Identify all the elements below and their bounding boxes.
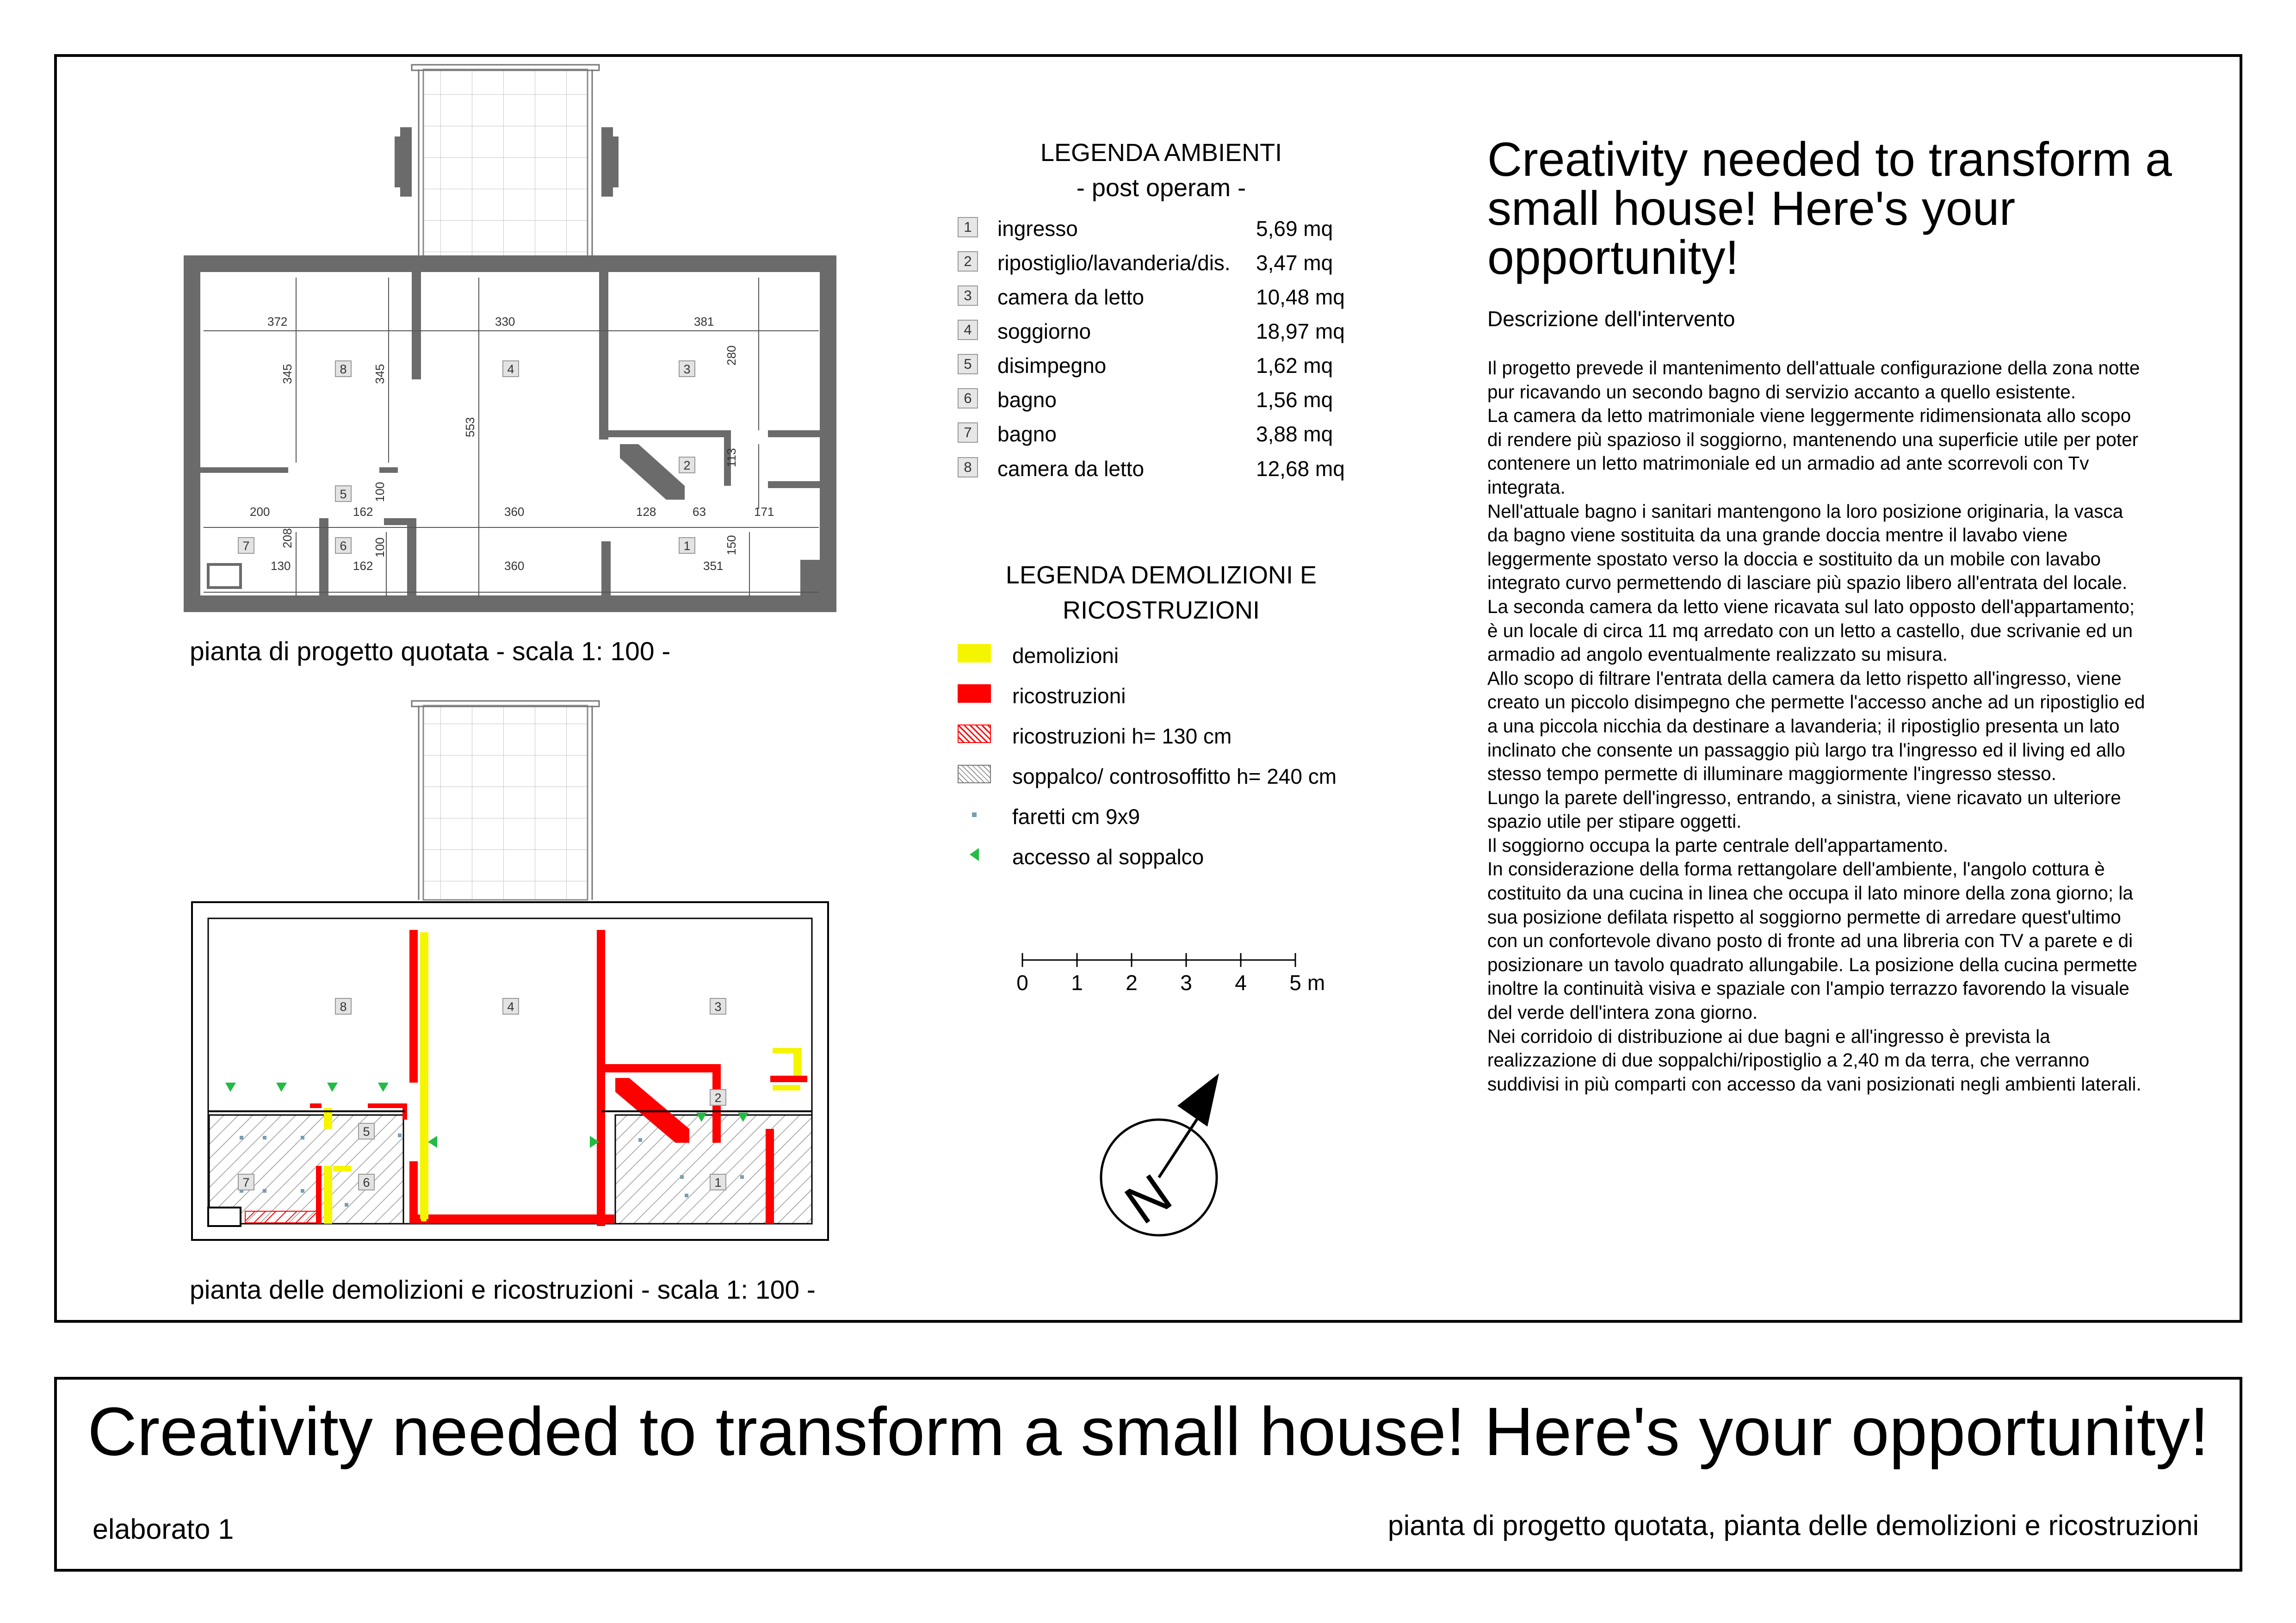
legend-ambienti-title	[972, 135, 1351, 205]
yellow-swatch-icon	[958, 644, 991, 663]
dim-171: 171	[754, 505, 774, 519]
plan2-terrace	[412, 701, 599, 900]
dim-208: 208	[280, 528, 294, 548]
dim-150: 150	[724, 535, 738, 555]
legend-demolizioni-heading-1: LEGENDA DEMOLIZIONI E	[1005, 561, 1317, 589]
legend-demolizioni-heading-2: RICOSTRUZIONI	[1063, 596, 1260, 624]
plan2-tag-3: 3	[714, 1000, 722, 1014]
description-subtitle: Descrizione dell'intervento	[1487, 307, 1735, 331]
north-arrow-icon	[1101, 1073, 1219, 1236]
room-name: bagno	[997, 422, 1057, 446]
scale-tick-4: 4	[1235, 971, 1247, 995]
dim-345a: 345	[280, 364, 294, 384]
room-num: 1	[958, 217, 978, 237]
room-area: 3,47 mq	[1256, 251, 1333, 275]
dot-icon	[972, 812, 977, 817]
room-name: ripostiglio/lavanderia/dis.	[997, 251, 1231, 275]
room-area: 1,56 mq	[1256, 388, 1333, 412]
plan1-terrace	[395, 65, 619, 264]
room-num: 4	[958, 320, 978, 340]
legend-item-label: soppalco/ controsoffitto h= 240 cm	[1012, 764, 1337, 788]
legend-ambienti-subtitle: - post operam -	[1076, 174, 1246, 202]
plan1-tag-1: 1	[683, 539, 691, 553]
plan2-tag-8: 8	[340, 1000, 347, 1014]
dim-360a: 360	[504, 505, 525, 519]
red-hatch-swatch-icon	[958, 725, 991, 743]
scale-bar	[1022, 953, 1295, 967]
room-num: 8	[958, 457, 978, 477]
plan2-caption: pianta delle demolizioni e ricostruzioni - scala 1: 100 -	[190, 1275, 816, 1305]
scale-unit: m	[1307, 971, 1325, 995]
dim-128: 128	[636, 505, 656, 519]
room-area: 3,88 mq	[1256, 422, 1333, 446]
legend-item-label: ricostruzioni h= 130 cm	[1012, 724, 1232, 748]
green-triangle-icon	[958, 845, 991, 864]
room-area: 12,68 mq	[1256, 457, 1345, 481]
plan1-tag-5: 5	[340, 487, 347, 501]
room-area: 1,62 mq	[1256, 353, 1333, 378]
dim-280: 280	[724, 345, 738, 365]
scale-tick-5: 5	[1289, 971, 1301, 995]
legend-item-label: accesso al soppalco	[1012, 845, 1204, 869]
room-area: 10,48 mq	[1256, 285, 1345, 309]
scale-tick-1: 1	[1071, 971, 1083, 995]
dim-162b: 162	[353, 559, 373, 573]
document-subtitle: pianta di progetto quotata, pianta delle demolizioni e ricostruzioni	[1387, 1510, 2199, 1541]
plan1-tag-3: 3	[683, 362, 691, 376]
plan2-tag-2: 2	[714, 1091, 722, 1105]
dim-63: 63	[693, 505, 706, 519]
dim-130: 130	[271, 559, 291, 573]
description-body: Il progetto prevede il mantenimento dell'attuale configurazione della zona notte pur ricavando un secondo bagno di servizio accanto a quello esistente. La camera da letto matrimoniale viene leggermente ridimensionata allo scopo di rendere più spazioso il soggiorno, mantenendo una superficie utile per poter contenere un letto matrimoniale ed un armadio ad ante scorrevoli con Tv integrata. Nell'attuale bagno i sanitari mantengono la loro posizione originaria, la vasca da bagno viene sostituita da una grande doccia mentre il lavabo viene leggermente spostato verso la doccia e sostituito da un mobile con lavabo integrato curvo permettendo di lasciare più spazio libero all'entrata del locale. La seconda camera da letto viene ricavata sul lato opposto dell'appartamento; è un locale di circa 11 mq arredato con un letto a castello, due scrivanie ed un armadio ad angolo eventualmente realizzato su misura. Allo scopo di filtrare l'entrata della camera da letto rispetto all'ingresso, viene creato un piccolo disimpegno che permette l'accesso anche ad un ripostiglio ed a una piccola nicchia da destinare a lavanderia; il ripostiglio presenta un lato inclinato che consente un passaggio più largo tra l'ingresso ed il living ed allo stesso tempo permette di illuminare maggiormente l'ingresso stesso. Lungo la parete dell'ingresso, entrando, a sinistra, viene ricavato un ulteriore spazio utile per stipare oggetti. Il soggiorno occupa la parte centrale dell'appartamento. In considerazione della forma rettangolare dell'ambiente, l'angolo cottura è costituito da una cucina in linea che occupa il lato minore della zona giorno; la sua posizione defilata rispetto al soggiorno permette di arredare quest'ultimo con un confortevole divano posto di fronte ad una libreria con TV a parete e di posizionare un tavolo quadrato allungabile. La posizione della cucina permette inoltre la continuità visiva e spaziale con l'ampio terrazzo favorendo la visuale del verde dell'intera zona giorno. Nei corridoio di distribuzione ai due bagni e all'ingresso è prevista la realizzazione di due soppalchi/ripostiglio a 2,40 m da terra, che verranno suddivisi in più comparti con accesso da vani posizionati negli ambienti laterali.	[1487, 357, 2145, 1095]
plan1-caption: pianta di progetto quotata - scala 1: 100 -	[190, 637, 671, 666]
plan2-tag-6: 6	[363, 1176, 370, 1189]
legend-item-label: demolizioni	[1012, 644, 1119, 668]
plan2-tag-7: 7	[242, 1176, 250, 1189]
room-name: disimpegno	[997, 353, 1107, 378]
plan2-tag-5: 5	[363, 1125, 370, 1139]
dim-372: 372	[267, 315, 288, 328]
plan2-tag-4: 4	[507, 1000, 514, 1014]
room-name: bagno	[997, 388, 1057, 412]
plan1-tag-2: 2	[683, 458, 691, 472]
legend-item-label: ricostruzioni	[1012, 684, 1126, 708]
room-name: camera da letto	[997, 457, 1145, 481]
plan1-tag-7: 7	[242, 539, 250, 553]
dim-162a: 162	[353, 505, 373, 519]
plan2-tag-1: 1	[714, 1176, 722, 1189]
document-id: elaborato 1	[93, 1513, 234, 1545]
scale-tick-0: 0	[1016, 971, 1028, 995]
room-area: 5,69 mq	[1256, 217, 1333, 241]
north-letter: N	[1114, 1162, 1182, 1236]
room-num: 5	[958, 354, 978, 374]
title-block-title: Creativity needed to transform a small house! Here's your opportunity!	[87, 1394, 2209, 1470]
dim-330: 330	[495, 315, 515, 328]
grey-hatch-swatch-icon	[958, 765, 991, 783]
plan1-tag-8: 8	[340, 362, 347, 376]
room-area: 18,97 mq	[1256, 319, 1345, 343]
dim-360b: 360	[504, 559, 525, 573]
dim-200: 200	[250, 505, 270, 519]
legend-demolizioni-title	[972, 558, 1351, 628]
dim-381: 381	[694, 315, 714, 328]
legend-item-label: faretti cm 9x9	[1012, 805, 1140, 829]
plan1-tag-6: 6	[340, 539, 347, 553]
dim-553: 553	[463, 417, 477, 437]
description-title: Creativity needed to transform a small house! Here's your opportunity!	[1487, 133, 2172, 285]
plan1-dimension-labels	[250, 315, 774, 573]
room-name: soggiorno	[997, 319, 1091, 343]
scale-tick-2: 2	[1126, 971, 1138, 995]
scale-tick-3: 3	[1180, 971, 1192, 995]
dim-100a: 100	[373, 482, 387, 502]
room-num: 6	[958, 388, 978, 409]
dim-113: 113	[724, 448, 738, 467]
room-num: 2	[958, 251, 978, 272]
red-swatch-icon	[958, 684, 991, 703]
dim-345b: 345	[373, 364, 387, 384]
plan2-walls	[192, 902, 828, 1240]
room-num: 7	[958, 422, 978, 443]
plan1-tag-4: 4	[507, 362, 514, 376]
legend-ambienti-heading: LEGENDA AMBIENTI	[1040, 139, 1282, 167]
dim-351: 351	[703, 559, 724, 573]
room-num: 3	[958, 285, 978, 306]
dim-100b: 100	[373, 537, 387, 558]
room-name: camera da letto	[997, 285, 1145, 309]
room-name: ingresso	[997, 217, 1078, 241]
